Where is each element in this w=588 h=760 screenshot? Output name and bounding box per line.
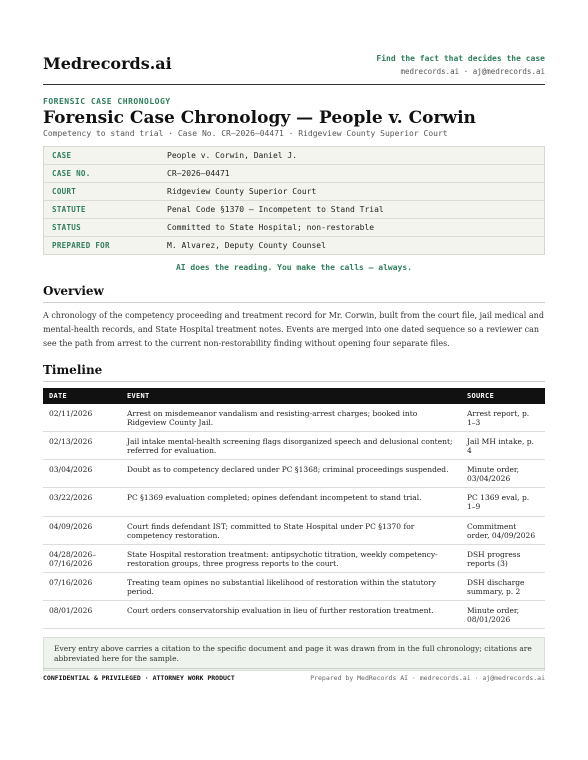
row-source: Commitment order, 04/09/2026 (461, 517, 545, 545)
meta-key: PREPARED FOR (52, 241, 110, 250)
row-source: Arrest report, p. 1–3 (461, 404, 545, 432)
row-source: PC 1369 eval, p. 1–9 (461, 488, 545, 517)
page-footer (43, 668, 545, 682)
row-source: Minute order, 08/01/2026 (461, 601, 545, 629)
col-header-event: EVENT (121, 388, 461, 404)
page-header (43, 0, 545, 85)
row-date: 04/28/2026–07/16/2026 (43, 545, 121, 573)
timeline-heading: Timeline (43, 363, 545, 382)
col-header-date: DATE (43, 388, 121, 404)
meta-row (44, 183, 545, 201)
table-row (43, 460, 545, 488)
row-date: 03/22/2026 (43, 488, 121, 517)
row-event: Doubt as to competency declared under PC §1368; criminal proceedings suspended. (121, 460, 461, 488)
table-row (43, 488, 545, 517)
meta-row (44, 201, 545, 219)
citation-note: Every entry above carries a citation to the specific document and page it was drawn from in the full chronology; citations are abbreviated here for the sample. (43, 637, 545, 671)
timeline-table (43, 388, 545, 629)
row-event: Treating team opines no substantial likelihood of restoration within the statutory period. (121, 573, 461, 601)
row-date: 04/09/2026 (43, 517, 121, 545)
meta-key: COURT (44, 183, 160, 201)
table-row (43, 517, 545, 545)
row-event: State Hospital restoration treatment: antipsychotic titration, weekly competency-restoration groups, three progress reports to the court. (121, 545, 461, 573)
contact-line: medrecords.ai · aj@medrecords.ai (400, 67, 545, 76)
meta-row (44, 165, 545, 183)
table-row (43, 573, 545, 601)
meta-value: Committed to State Hospital; non-restorable (159, 219, 545, 237)
row-source: DSH discharge summary, p. 2 (461, 573, 545, 601)
meta-key: STATUS (44, 219, 160, 237)
meta-value: CR–2026–04471 (159, 165, 545, 183)
row-date: 08/01/2026 (43, 601, 121, 629)
row-event: Court orders conservatorship evaluation in lieu of further restoration treatment. (121, 601, 461, 629)
meta-key: CASE NO. (44, 165, 160, 183)
slogan: AI does the reading. You make the calls — always. (175, 263, 412, 272)
row-date: 07/16/2026 (43, 573, 121, 601)
confidentiality-notice: CONFIDENTIAL & PRIVILEGED · ATTORNEY WORK PRODUCT (43, 674, 235, 682)
meta-row (44, 147, 545, 165)
meta-row (44, 219, 545, 237)
footer-credit: Prepared by MedRecords AI · medrecords.ai · aj@medrecords.ai (310, 674, 545, 682)
meta-value: Ridgeview County Superior Court (159, 183, 545, 201)
row-source: Minute order, 03/04/2026 (461, 460, 545, 488)
meta-value: People v. Corwin, Daniel J. (159, 147, 545, 165)
row-date: 02/11/2026 (43, 404, 121, 432)
row-event: PC §1369 evaluation completed; opines defendant incompetent to stand trial. (121, 488, 461, 517)
row-event: Court finds defendant IST; committed to State Hospital under PC §1370 for competency restoration. (121, 517, 461, 545)
row-event: Arrest on misdemeanor vandalism and resisting-arrest charges; booked into Ridgeview County Jail. (121, 404, 461, 432)
row-source: DSH progress reports (3) (461, 545, 545, 573)
row-event: Jail intake mental-health screening flags disorganized speech and delusional content; referred for evaluation. (121, 432, 461, 460)
row-source: Jail MH intake, p. 4 (461, 432, 545, 460)
timeline-header-row (43, 388, 545, 404)
table-row (43, 545, 545, 573)
table-row (43, 404, 545, 432)
row-date: 03/04/2026 (43, 460, 121, 488)
document-page (43, 0, 545, 682)
table-row (43, 432, 545, 460)
meta-row (44, 237, 545, 255)
meta-key: CASE (44, 147, 160, 165)
meta-key: STATUTE (44, 201, 160, 219)
row-date: 02/13/2026 (43, 432, 121, 460)
table-row (43, 601, 545, 629)
doc-subtitle: Competency to stand trial · Case No. CR–2026–04471 · Ridgeview County Superior Court (43, 129, 448, 138)
col-header-source: SOURCE (461, 388, 545, 404)
meta-value: M. Alvarez, Deputy County Counsel (167, 241, 326, 250)
brand-logo: Medrecords.ai (43, 54, 172, 73)
overview-heading: Overview (43, 284, 545, 303)
meta-value: Penal Code §1370 — Incompetent to Stand Trial (159, 201, 545, 219)
doc-title: Forensic Case Chronology — People v. Corwin (43, 108, 476, 128)
overview-text: A chronology of the competency proceeding and treatment record for Mr. Corwin, built from the court file, jail medical and mental-health records, and State Hospital treatment notes. Events are merged into one dated sequence so a reviewer can see the path from arrest to the current non-restorability finding without opening four separate files. (43, 311, 544, 348)
doc-eyebrow: FORENSIC CASE CHRONOLOGY (43, 97, 171, 106)
case-meta-table (43, 146, 545, 255)
tagline: Find the fact that decides the case (376, 54, 545, 63)
